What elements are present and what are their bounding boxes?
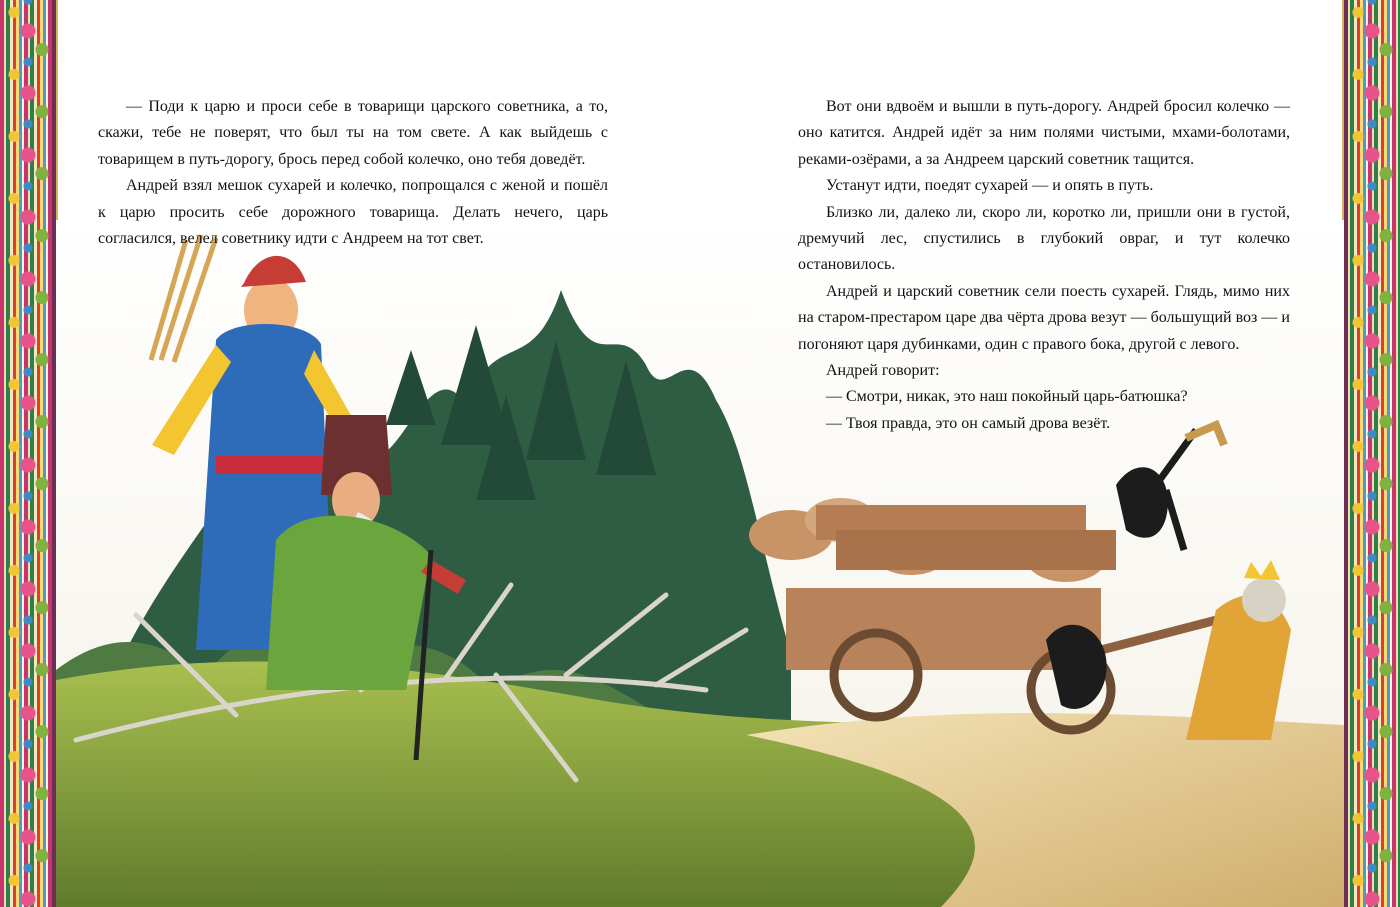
right-paragraph-5: Андрей говорит: (826, 362, 940, 380)
left-paragraph-2: Андрей взял мешок сухарей и колечко, попрощался с женой и пошёл к царю просить себе дорожного товарища. Делать нечего, царь согласился, велел советнику идти с Андреем на тот свет. (98, 177, 608, 248)
left-paragraph-1: — Поди к царю и проси себе в товарищи царского советника, а то, скажи, тебе не поверят, что был ты на том свете. А как выйдешь с товарищем в путь-дорогу, брось перед собой колечко, оно тебя доведёт. (98, 98, 608, 168)
right-paragraph-4: Андрей и царский советник сели поесть сухарей. Глядь, мимо них на старом-престаром царе два чёрта дрова везут — большущий воз — и погоняют царя дубинками, один с правого бока, другой с левого. (798, 282, 1290, 353)
right-paragraph-3: Близко ли, далеко ли, скоро ли, коротко ли, пришли они в густой, дремучий лес, спустились в глубокий овраг, и тут колечко остановилось. (798, 203, 1290, 274)
right-ornamental-border (1342, 0, 1400, 907)
right-paragraph-2: Устанут идти, поедят сухарей — и опять в путь. (826, 177, 1154, 195)
left-page-text (98, 94, 608, 252)
right-paragraph-7: — Твоя правда, это он самый дрова везёт. (826, 414, 1111, 432)
right-paragraph-6: — Смотри, никак, это наш покойный царь-батюшка? (826, 388, 1188, 406)
right-paragraph-1: Вот они вдвоём и вышли в путь-дорогу. Андрей бросил колечко — оно катится. Андрей идёт за ним полями чистыми, мхами-болотами, реками-озёрами, а за Андреем царский советник тащится. (798, 98, 1290, 168)
right-page-text (798, 94, 1290, 437)
left-ornamental-border (0, 0, 58, 907)
